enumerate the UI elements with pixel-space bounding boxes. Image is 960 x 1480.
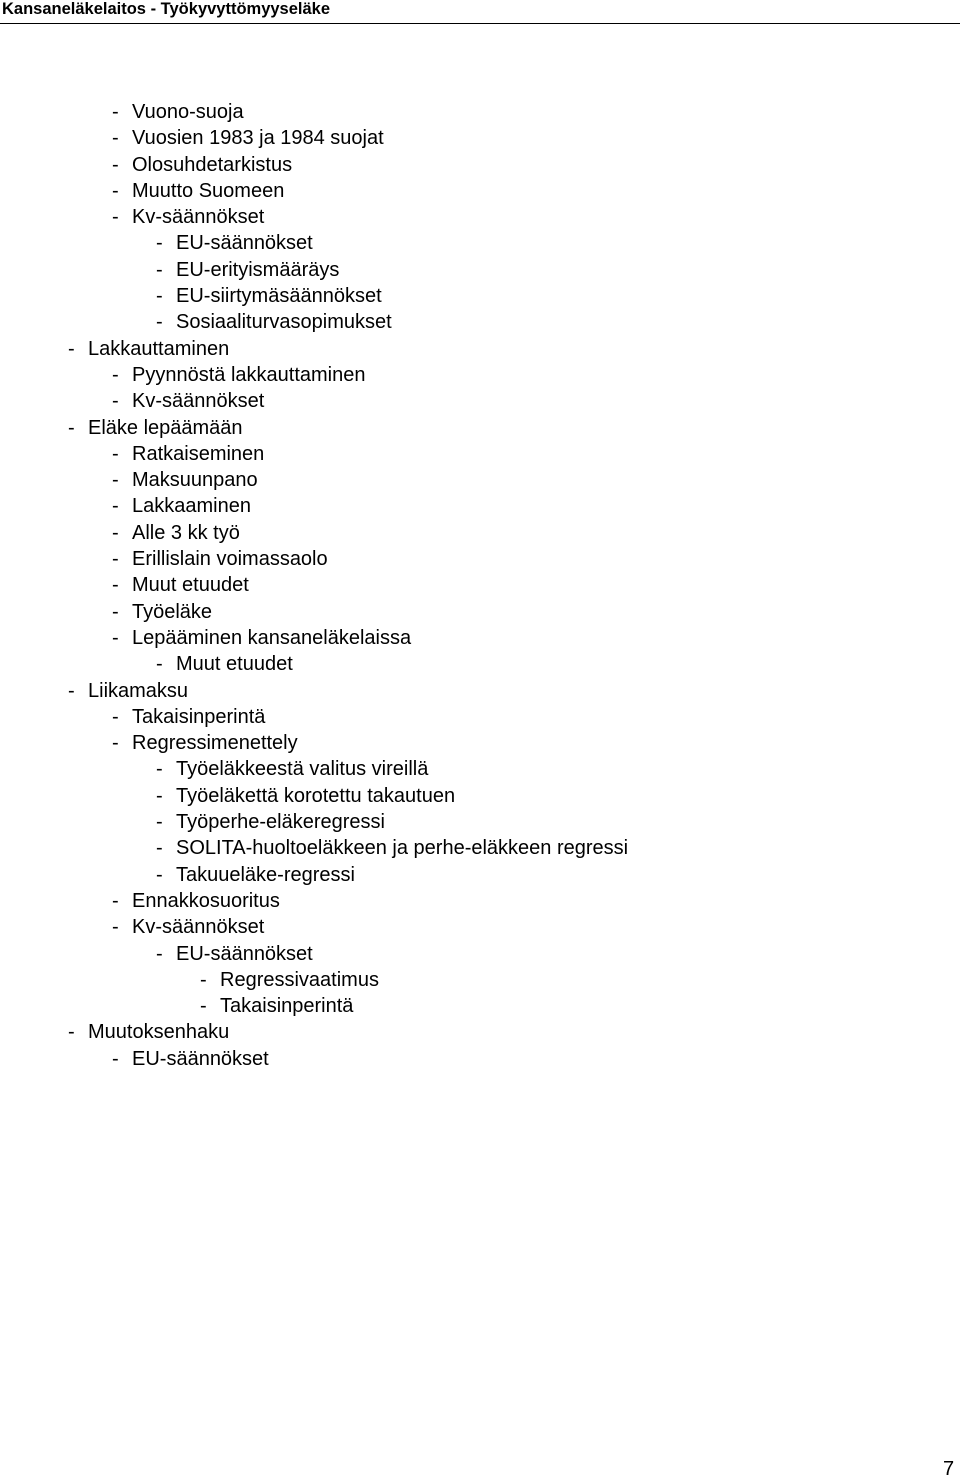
- bullet-dash: -: [156, 653, 163, 676]
- outline-item-label: SOLITA-huoltoeläkkeen ja perhe-eläkkeen regressi: [176, 837, 629, 860]
- outline-item-label: Ratkaiseminen: [132, 442, 265, 465]
- bullet-dash: -: [112, 626, 119, 649]
- bullet-dash: -: [112, 889, 119, 912]
- outline-item-label: Pyynnöstä lakkauttaminen: [132, 363, 366, 386]
- bullet-dash: -: [112, 363, 119, 386]
- outline-item-label: Erillislain voimassaolo: [132, 548, 328, 571]
- outline-item-label: Sosiaaliturvasopimukset: [176, 311, 392, 334]
- outline-item-label: Olosuhdetarkistus: [132, 153, 293, 176]
- bullet-dash: -: [156, 942, 163, 965]
- outline-item-label: Muutto Suomeen: [132, 179, 285, 202]
- outline-item-label: Eläke lepäämään: [88, 416, 243, 439]
- bullet-dash: -: [156, 311, 163, 334]
- outline-item-label: Työeläkettä korotettu takautuen: [176, 784, 456, 807]
- outline-item-label: Takaisinperintä: [132, 705, 266, 728]
- bullet-dash: -: [156, 758, 163, 781]
- header-title: Kansaneläkelaitos - Työkyvyttömyyseläke: [2, 0, 331, 18]
- bullet-dash: -: [156, 258, 163, 281]
- bullet-dash: -: [112, 206, 119, 229]
- outline-item-label: Työeläke: [132, 600, 213, 623]
- bullet-dash: -: [156, 863, 163, 886]
- bullet-dash: -: [112, 916, 119, 939]
- outline-item-label: Vuosien 1983 ja 1984 suojat: [132, 127, 384, 150]
- outline-item-label: EU-säännökset: [132, 1047, 269, 1070]
- bullet-dash: -: [200, 968, 207, 991]
- outline-item-label: Muutoksenhaku: [88, 1021, 230, 1044]
- outline-item-label: Työperhe-eläkeregressi: [176, 811, 385, 834]
- bullet-dash: -: [112, 495, 119, 518]
- outline-item-label: Takaisinperintä: [220, 995, 354, 1018]
- bullet-dash: -: [112, 574, 119, 597]
- bullet-dash: -: [156, 285, 163, 308]
- bullet-dash: -: [112, 469, 119, 492]
- bullet-dash: -: [112, 101, 119, 123]
- outline-item-label: Regressivaatimus: [220, 968, 379, 991]
- bullet-dash: -: [112, 1047, 119, 1070]
- outline-item-label: Alle 3 kk työ: [132, 521, 240, 544]
- bullet-dash: -: [68, 416, 75, 439]
- bullet-dash: -: [112, 548, 119, 571]
- bullet-dash: -: [68, 1021, 75, 1044]
- outline-item-label: EU-siirtymäsäännökset: [176, 285, 382, 308]
- outline-item-label: Lepääminen kansaneläkelaissa: [132, 626, 412, 649]
- outline-item-label: Takuueläke-regressi: [176, 863, 355, 886]
- outline-item-label: EU-erityismääräys: [176, 258, 340, 281]
- outline-item-label: Kv-säännökset: [132, 390, 265, 413]
- bullet-dash: -: [112, 600, 119, 623]
- outline-item-label: EU-säännökset: [176, 942, 313, 965]
- outline-item-label: Maksuunpano: [132, 469, 258, 492]
- bullet-dash: -: [112, 732, 119, 755]
- bullet-dash: -: [68, 337, 75, 360]
- bullet-dash: -: [112, 442, 119, 465]
- page-number: 7: [943, 1458, 955, 1480]
- bullet-dash: -: [200, 995, 207, 1018]
- bullet-dash: -: [112, 179, 119, 202]
- outline-item-label: Lakkauttaminen: [88, 337, 230, 360]
- bullet-dash: -: [156, 837, 163, 860]
- outline-item-label: Lakkaaminen: [132, 495, 251, 518]
- outline-item-label: Kv-säännökset: [132, 916, 265, 939]
- bullet-dash: -: [68, 679, 75, 702]
- bullet-dash: -: [156, 784, 163, 807]
- bullet-dash: -: [156, 811, 163, 834]
- outline-item-label: EU-säännökset: [176, 232, 313, 255]
- bullet-dash: -: [112, 521, 119, 544]
- outline-item-label: Kv-säännökset: [132, 206, 265, 229]
- outline-item-label: Muut etuudet: [132, 574, 249, 597]
- outline-item-label: Vuono-suoja: [132, 101, 244, 123]
- bullet-dash: -: [112, 705, 119, 728]
- outline-item-label: Regressimenettely: [132, 732, 298, 755]
- bullet-dash: -: [112, 153, 119, 176]
- outline-item-label: Liikamaksu: [88, 679, 189, 702]
- outline-item-label: Työeläkkeestä valitus vireillä: [176, 758, 429, 781]
- bullet-dash: -: [112, 390, 119, 413]
- bullet-dash: -: [156, 232, 163, 255]
- bullet-dash: -: [112, 127, 119, 150]
- outline-item-label: Muut etuudet: [176, 653, 293, 676]
- page-header: [0, 0, 960, 24]
- outline-item-label: Ennakkosuoritus: [132, 889, 280, 912]
